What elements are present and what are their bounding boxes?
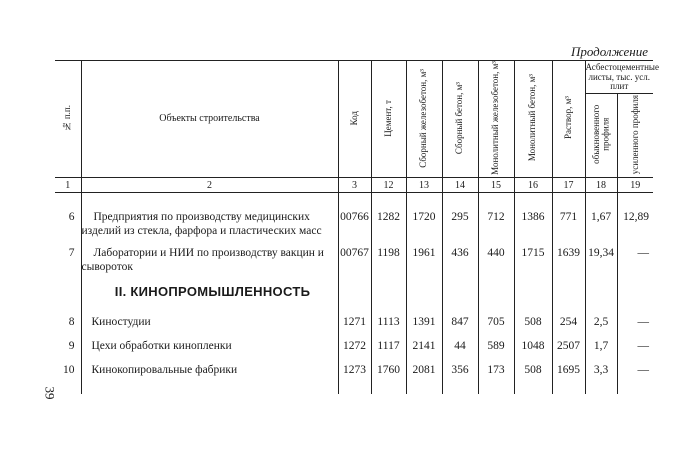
section-spacer [338,274,371,314]
header-num-text: № п.п. [62,104,73,132]
row-code: 1272 [338,338,371,362]
row-num: 9 [55,338,81,362]
row-reinforced: — [637,316,649,329]
row-mortar: 254 [552,314,585,338]
row-num: 7 [55,239,81,275]
table-row [55,338,653,362]
row-mono-rc: 705 [478,314,514,338]
row-reinforced: — [637,340,649,353]
row-cement: 1198 [371,239,406,275]
section-row [55,274,653,314]
colnum: 19 [617,178,653,193]
row-mono-rc: 589 [478,338,514,362]
row-cement: 1760 [371,362,406,394]
header-objects: Объекты строительства [81,61,338,178]
header-code [338,61,371,178]
row-code: 00767 [338,239,371,275]
section-spacer [514,274,552,314]
row-name: Киностудии [81,314,338,338]
table-row [55,193,653,239]
row-mono-concrete: 1048 [514,338,552,362]
row-precast: 1720 [406,193,442,239]
section-spacer [371,274,406,314]
row-name: Лаборатории и НИИ по производству вакцин и сывороток [81,239,338,275]
colnum: 12 [371,178,406,193]
section-spacer [585,274,617,314]
row-code: 00766 [338,193,371,239]
row-ordinary: 1,7 [585,338,617,362]
colnum: 2 [81,178,338,193]
row-name: Предприятия по производству медицинских изделий из стекла, фарфора и пластических масс [81,193,338,239]
header-precast-concrete [442,61,478,178]
row-code: 1273 [338,362,371,394]
row-ordinary: 1,67 [585,193,617,239]
row-precast: 1961 [406,239,442,275]
row-cement: 1117 [371,338,406,362]
section-title: II. КИНОПРОМЫШЛЕННОСТЬ [81,274,338,314]
row-name: Цехи обработки кинопленки [81,338,338,362]
row-precast-concrete: 356 [442,362,478,394]
row-mono-concrete: 508 [514,362,552,394]
header-mono-rc [478,61,514,178]
colnum: 13 [406,178,442,193]
row-num: 8 [55,314,81,338]
row-precast-concrete: 847 [442,314,478,338]
header-reinforced [617,94,653,178]
row-ordinary: 3,3 [585,362,617,394]
header-row [55,61,653,94]
row-ordinary: 19,34 [585,239,617,275]
column-number-row [55,178,653,193]
header-precast-concrete-text: Сборный бетон, м³ [454,81,465,154]
row-reinforced: 12,89 [623,211,649,224]
row-precast: 2141 [406,338,442,362]
row-num: 6 [55,193,81,239]
section-spacer [552,274,585,314]
row-mono-rc: 173 [478,362,514,394]
header-ordinary-text: обыкновенного профиля [590,105,610,165]
row-precast-concrete: 436 [442,239,478,275]
row-precast-concrete: 44 [442,338,478,362]
header-precast [406,61,442,178]
colnum: 3 [338,178,371,193]
row-mono-rc: 712 [478,193,514,239]
colnum: 16 [514,178,552,193]
table-row [55,314,653,338]
header-cement [371,61,406,178]
page-number: 39 [42,386,58,400]
row-name: Кинокопировальные фабрики [81,362,338,394]
row-mono-rc: 440 [478,239,514,275]
section-spacer [406,274,442,314]
row-mono-concrete: 508 [514,314,552,338]
colnum: 1 [55,178,81,193]
header-code-text: Код [348,110,359,126]
table-row [55,362,653,394]
header-mortar-text: Раствор, м³ [562,96,573,140]
row-precast: 2081 [406,362,442,394]
row-cement: 1282 [371,193,406,239]
table-row [55,239,653,275]
row-reinforced: — [637,364,649,377]
header-reinforced-text: усиленного профиля [629,95,640,175]
row-cement: 1113 [371,314,406,338]
colnum: 17 [552,178,585,193]
colnum: 14 [442,178,478,193]
colnum: 15 [478,178,514,193]
header-asbestos-group: Асбестоцементные листы, тыс. усл. плит [585,61,653,94]
materials-table [55,60,659,394]
header-cement-text: Цемент, т [382,99,393,137]
row-precast: 1391 [406,314,442,338]
header-precast-text: Сборный железобетон, м³ [418,68,429,168]
row-mono-concrete: 1715 [514,239,552,275]
row-reinforced: — [637,246,649,259]
header-mono-rc-text: Монолитный железобетон, м³ [490,61,501,175]
row-ordinary: 2,5 [585,314,617,338]
section-spacer [478,274,514,314]
row-code: 1271 [338,314,371,338]
header-ordinary [585,94,617,178]
header-num [55,61,81,178]
section-spacer [617,274,653,314]
row-mortar: 2507 [552,338,585,362]
row-mortar: 1695 [552,362,585,394]
row-num: 10 [55,362,81,394]
continuation-label: Продолжение [570,44,648,59]
colnum: 18 [585,178,617,193]
row-mortar: 771 [552,193,585,239]
header-mortar [552,61,585,178]
header-mono-concrete [514,61,552,178]
row-mono-concrete: 1386 [514,193,552,239]
section-spacer [442,274,478,314]
header-mono-concrete-text: Монолитный бетон, м³ [527,74,538,162]
section-spacer [55,274,81,314]
row-mortar: 1639 [552,239,585,275]
row-precast-concrete: 295 [442,193,478,239]
